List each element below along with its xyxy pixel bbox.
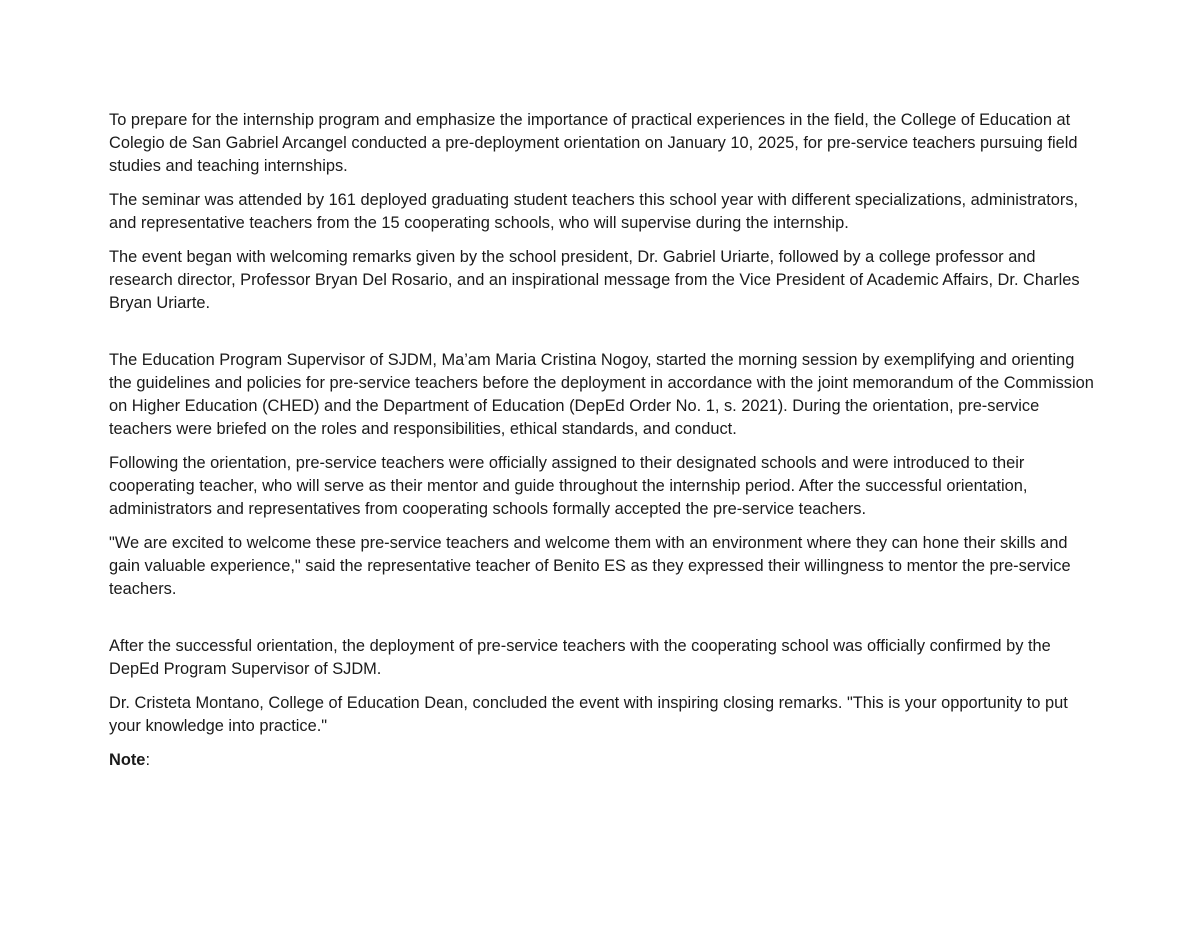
- note-label: Note: [109, 751, 146, 769]
- paragraph-attendance: The seminar was attended by 161 deployed graduating student teachers this school year with different specializations, administrators, and representative teachers from the 15 cooperating schools, who will supervise during the internship.: [109, 191, 1079, 232]
- paragraph-orientation-intro: To prepare for the internship program and emphasize the importance of practical experiences in the field, the College of Education at Colegio de San Gabriel Arcangel conducted a pre-deployment orientation on January 10, 2025, for pre-service teachers pursuing field studies and teaching internships.: [109, 111, 1078, 175]
- paragraph-morning-session: The Education Program Supervisor of SJDM, Ma’am Maria Cristina Nogoy, started the morning session by exemplifying and orienting the guidelines and policies for pre-service teachers before the deployment in accordance with the joint memorandum of the Commission on Higher Education (CHED) and the Department of Education (DepEd Order No. 1, s. 2021). During the orientation, pre-service teachers were briefed on the roles and responsibilities, ethical standards, and conduct.: [109, 351, 1094, 438]
- paragraph-spacer: [109, 612, 1099, 635]
- paragraph-opening-remarks: The event began with welcoming remarks given by the school president, Dr. Gabriel Uriarte, followed by a college professor and research director, Professor Bryan Del Rosario, and an inspirational message from the Vice President of Academic Affairs, Dr. Charles Bryan Uriarte.: [109, 248, 1080, 312]
- paragraph-quote-benito: "We are excited to welcome these pre-service teachers and welcome them with an environment where they can hone their skills and gain valuable experience," said the representative teacher of Benito ES as they expressed their willingness to mentor the pre-service teachers.: [109, 534, 1071, 598]
- paragraph-closing-remarks: Dr. Cristeta Montano, College of Education Dean, concluded the event with inspiring closing remarks. "This is your opportunity to put your knowledge into practice.": [109, 694, 1068, 735]
- paragraph-spacer: [109, 326, 1099, 349]
- paragraph-deployment-confirmed: After the successful orientation, the deployment of pre-service teachers with the cooperating school was officially confirmed by the DepEd Program Supervisor of SJDM.: [109, 637, 1051, 678]
- note-line: [109, 749, 1099, 772]
- note-suffix: :: [145, 751, 150, 769]
- document-page: [109, 109, 1099, 772]
- paragraph-assignment: Following the orientation, pre-service teachers were officially assigned to their designated schools and were introduced to their cooperating teacher, who will serve as their mentor and guide throughout the internship period. After the successful orientation, administrators and representatives from cooperating schools formally accepted the pre-service teachers.: [109, 454, 1028, 518]
